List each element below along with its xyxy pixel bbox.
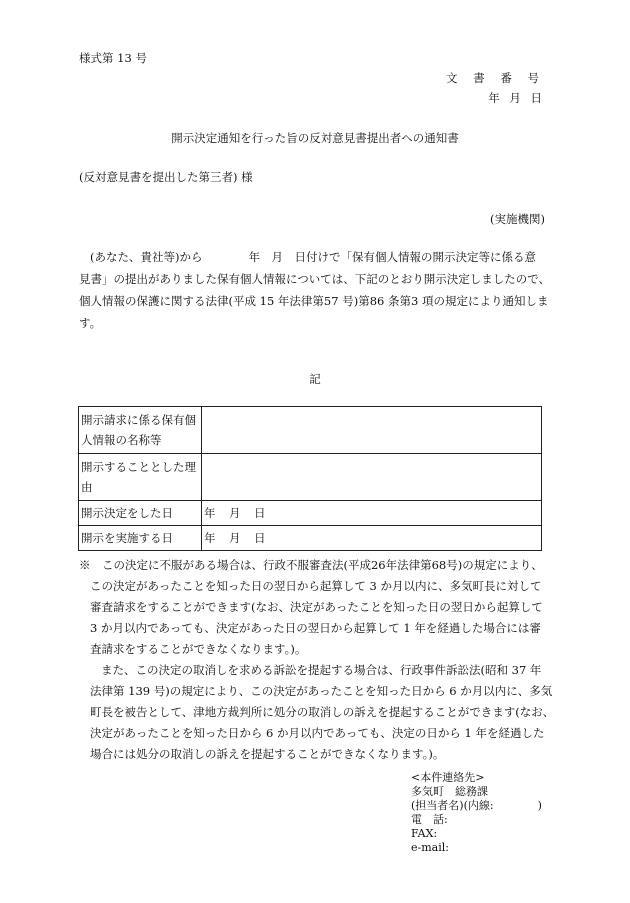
document-title: 開示決定通知を行った旨の反対意見書提出者への通知書 [171,131,459,145]
label-line: 人情報の名称等 [81,433,162,447]
label-line: 開示決定をした日 [81,506,173,520]
implementing-agency: (実施機関) [490,212,545,226]
contact-heading: <本件連絡先> [411,771,485,784]
note-line: 審査請求をすることができます(なお、決定があったことを知った日の翌日から起算して [90,600,543,614]
addressee: (反対意見書を提出した第三者) 様 [79,170,253,184]
note-line: 決定があったことを知った日から 6 か月以内であっても、決定の日から 1 年を経過した [90,726,545,740]
body-line: す。 [79,316,102,330]
document-number-label: 文 書 番 号 [446,71,545,85]
note-line: 法律第 139 号)の規定により、この決定があったことを知った日から 6 か月以内に、多気 [90,684,553,698]
note-line: 査請求をすることができなくなります。)。 [90,642,307,656]
contact-person: (担当者名)(内線: ) [411,799,542,812]
row-label-item-name [79,407,202,454]
row-label-reason [79,454,202,501]
row-label-decision-date [79,501,202,526]
row-value-decision-date: 年 月 日 [202,501,542,526]
contact-block [411,771,542,855]
notification-body [79,246,549,334]
table-row [79,501,542,526]
row-value-reason [202,454,542,501]
body-line: (あなた、貴社等)から 年 月 日付けで「保有個人情報の開示決定等に係る意 [90,250,536,264]
note-line: 3 か月以内であっても、決定があった日の翌日から起算して 1 年を経過した場合には審 [90,621,541,635]
contact-phone: 電 話: [411,813,448,826]
body-line: 見書」の提出がありました保有個人情報については、下記のとおり開示決定しましたので、 [79,272,551,286]
table-row [79,407,542,454]
contact-department: 多気町 総務課 [411,785,488,798]
note-line: この決定があったことを知った日の翌日から起算して 3 か月以内に、多気町長に対して [90,579,542,593]
label-line: 開示請求に係る保有個 [81,413,196,427]
document-date-label: 年 月 日 [488,91,545,105]
body-line: 個人情報の保護に関する法律(平成 15 年法律第57 号)第86 条第3 項の規定により通知しま [79,294,549,308]
ki-heading: 記 [309,372,321,386]
table-row [79,454,542,501]
row-value-disclosure-date: 年 月 日 [202,526,542,551]
table-row [79,526,542,551]
row-label-disclosure-date [79,526,202,551]
contact-fax: FAX: [411,827,438,840]
contact-email: e-mail: [411,841,449,854]
row-value-item-name [202,407,542,454]
note-line: また、この決定の取消しを求める訴訟を提起する場合は、行政事件訴訟法(昭和 37 年 [101,663,542,677]
label-line: 開示を実施する日 [81,531,173,545]
appeal-notes [79,555,554,765]
disclosure-details-table [78,406,542,551]
note-line: 場合には処分の取消しの訴えを提起することができなくなります。)。 [90,747,445,761]
note-line: 町長を被告として、津地方裁判所に処分の取消しの訴えを提起することができます(なお、 [90,705,555,719]
label-line: 由 [81,480,93,494]
note-line: ※ この決定に不服がある場合は、行政不服審査法(平成26年法律第68号)の規定により、 [79,558,543,572]
label-line: 開示することとした理 [81,460,196,474]
form-number: 様式第 13 号 [79,51,147,65]
